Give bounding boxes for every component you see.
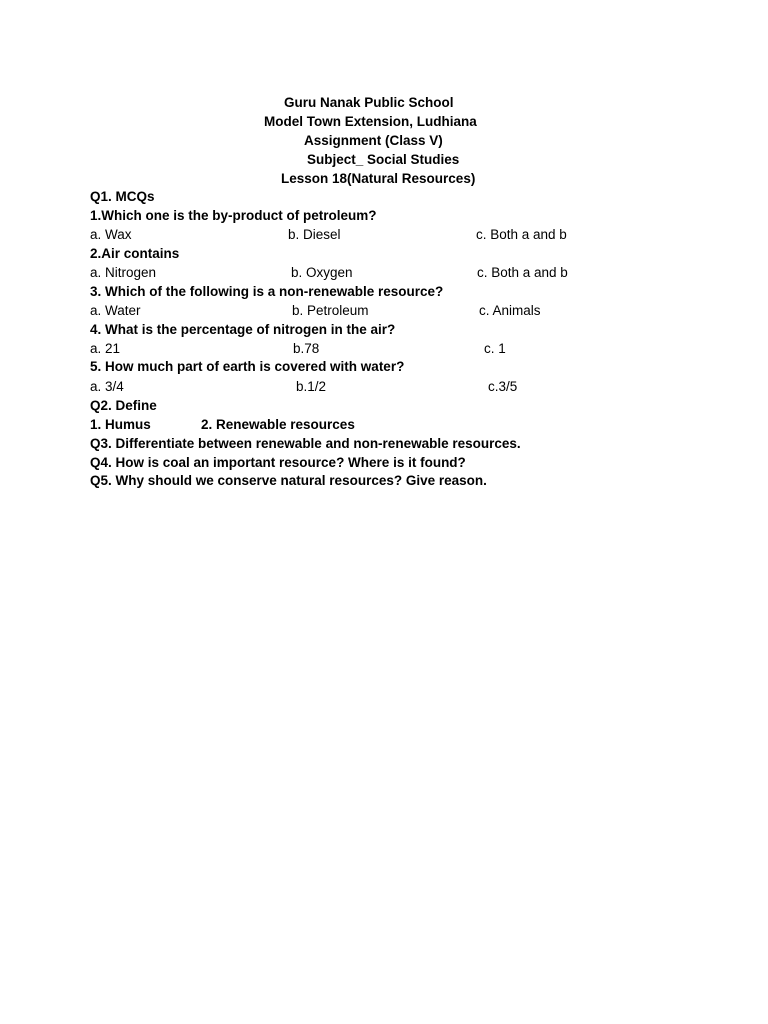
option-a: a. Wax [90, 227, 132, 242]
define-item-2: 2. Renewable resources [201, 417, 355, 432]
option-c: c.3/5 [488, 379, 518, 394]
option-c: c. Both a and b [476, 227, 567, 242]
option-b: b. Petroleum [292, 303, 369, 318]
option-c: c. Animals [479, 303, 541, 318]
school-address: Model Town Extension, Ludhiana [264, 114, 477, 129]
assignment-title: Assignment (Class V) [304, 133, 443, 148]
option-a: a. Nitrogen [90, 265, 157, 280]
option-a: a. 21 [90, 341, 121, 356]
define-item-1: 1. Humus [90, 417, 151, 432]
option-b: b.78 [293, 341, 320, 356]
option-b: b.1/2 [296, 379, 327, 394]
option-b: b. Oxygen [291, 265, 353, 280]
option-c: c. Both a and b [477, 265, 568, 280]
option-a: a. 3/4 [90, 379, 124, 394]
option-c: c. 1 [484, 341, 506, 356]
subject-line: Subject_ Social Studies [307, 152, 460, 167]
option-a: a. Water [90, 303, 141, 318]
lesson-line: Lesson 18(Natural Resources) [281, 171, 476, 186]
school-name: Guru Nanak Public School [284, 95, 454, 110]
option-b: b. Diesel [288, 227, 341, 242]
document-page: Guru Nanak Public School Model Town Extension, Ludhiana Assignment (Class V) Subject_ Social Studies Lesson 18(Natural Resources) Q1. MCQs 1.Which one is the by-product of petroleum? a. Wax b. Diesel c. Both a and b 2.Air contains a. Nitrogen b. Oxygen c. Both a and b 3. Which of the following is a non-renewable resource? a. Water b. Petroleum c. Animals 4. What is the percentage of nitrogen in the air? a. 21 b.78 c. 1 5. How much part of earth is covered with water? a. 3/4 b.1/2 c.3/5 Q2. Define 1. Humus 2. Renewable resources Q3. Differentiate between renewable and non-renewable resources. Q4. How is coal an important resource? Where is it found? Q5. Why should we conserve natural resources? Give reason. [0, 0, 768, 1024]
